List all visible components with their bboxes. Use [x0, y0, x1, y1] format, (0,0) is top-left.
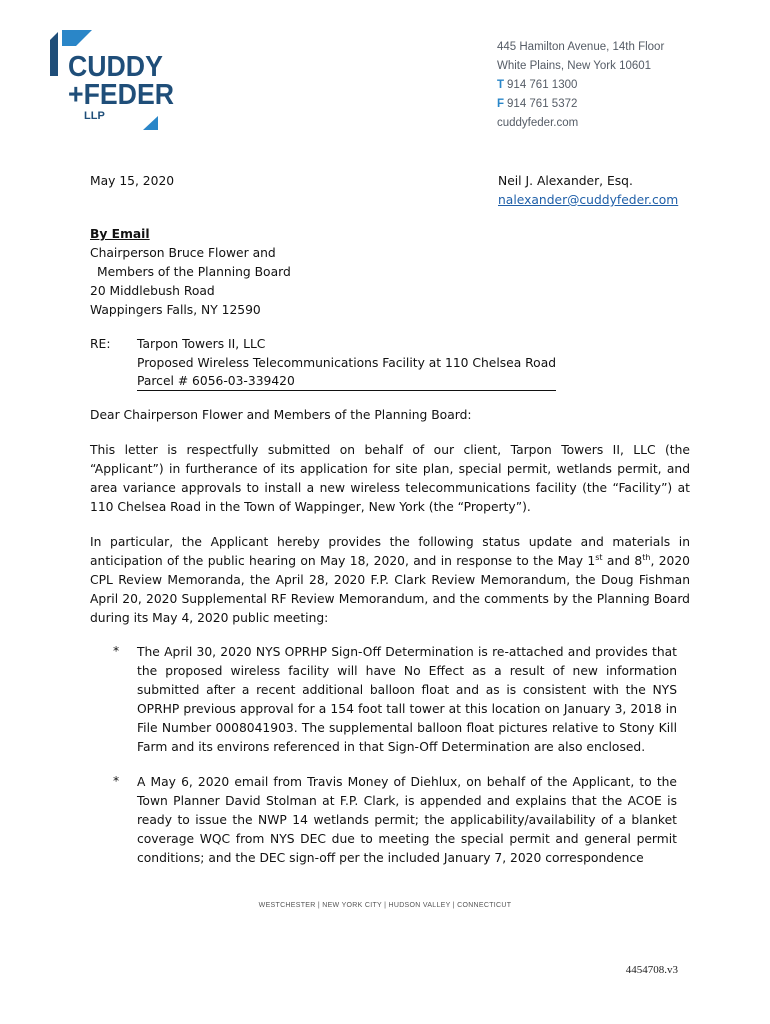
logo-line-cuddy: CUDDY [68, 51, 163, 83]
firm-address [497, 38, 664, 133]
recipient-line: 20 Middlebush Road [90, 284, 215, 298]
re-line-parcel: Parcel # 6056-03-339420 [137, 373, 556, 391]
recipient-line: Wappingers Falls, NY 12590 [90, 303, 261, 317]
author-name: Neil J. Alexander, Esq. [498, 174, 633, 188]
bullet-item: A May 6, 2020 email from Travis Money of Diehlux, on behalf of the Applicant, to the Town Planner David Stolman at F.P. Clark, is appended and explains that the ACOE is ready to issue the NWP 14 wetlands permit; the applicability/availability of a blanket coverage WQC from NYS DEC due to meeting the special permit and general permit conditions; and the DEC sign-off per the included January 7, 2020 correspondence [137, 775, 677, 865]
document-number: 4454708.v3 [625, 964, 678, 976]
address-city: White Plains, New York 10601 [497, 60, 652, 72]
re-line: Proposed Wireless Telecommunications Facility at 110 Chelsea Road [137, 356, 557, 370]
bullet-item: The April 30, 2020 NYS OPRHP Sign-Off Determination is re-attached and provides that the proposed wireless facility will have No Effect as a result of new information submitted after a recent additional balloon float and as is consistent with the NYS OPRHP previous approval for a 154 foot tall tower at this location on January 3, 2018 in File Number 0008041903. The supplemental balloon float pictures relative to Stony Kill Farm and its environs referenced in that Sign-Off Determination are also enclosed. [137, 645, 677, 754]
recipient-line: Chairperson Bruce Flower and [90, 246, 276, 260]
salutation: Dear Chairperson Flower and Members of the Planning Board: [90, 408, 472, 422]
re-label: RE: [90, 337, 111, 351]
bullet-marker: * [113, 774, 120, 788]
recipient-line: Members of the Planning Board [97, 265, 291, 279]
address-phone: T 914 761 1300 [497, 79, 578, 91]
author-email-link[interactable]: nalexander@cuddyfeder.com [498, 193, 679, 207]
footer-locations: WESTCHESTER | NEW YORK CITY | HUDSON VALLEY | CONNECTICUT [258, 902, 512, 909]
address-street: 445 Hamilton Avenue, 14th Floor [497, 41, 665, 53]
body-paragraph: This letter is respectfully submitted on behalf of our client, Tarpon Towers II, LLC (the “Applicant”) in furtherance of its application for site plan, special permit, wetlands permit, and area variance approvals to install a new wireless telecommunications facility (the “Facility”) at 110 Chelsea Road in the Town of Wappinger, New York (the “Property”). [90, 443, 690, 514]
bullet-marker: * [113, 644, 120, 658]
address-fax: F 914 761 5372 [497, 98, 578, 110]
logo-line-feder: +FEDER [68, 79, 175, 111]
firm-logo [50, 30, 190, 135]
re-line: Tarpon Towers II, LLC [137, 337, 266, 351]
letter-date: May 15, 2020 [90, 174, 175, 188]
logo-line-llp: LLP [84, 110, 105, 122]
body-paragraph: In particular, the Applicant hereby provides the following status update and materials in anticipation of the public hearing on May 18, 2020, and in response to the May 1st and 8th, 2020 CPL Review Memoranda, the April 28, 2020 F.P. Clark Review Memorandum, the Doug Fishman April 20, 2020 Supplemental RF Review Memorandum, and the comments by the Planning Board during its May 4, 2020 public meeting: [90, 535, 690, 625]
address-website[interactable]: cuddyfeder.com [497, 117, 579, 129]
delivery-method: By Email [90, 227, 150, 241]
